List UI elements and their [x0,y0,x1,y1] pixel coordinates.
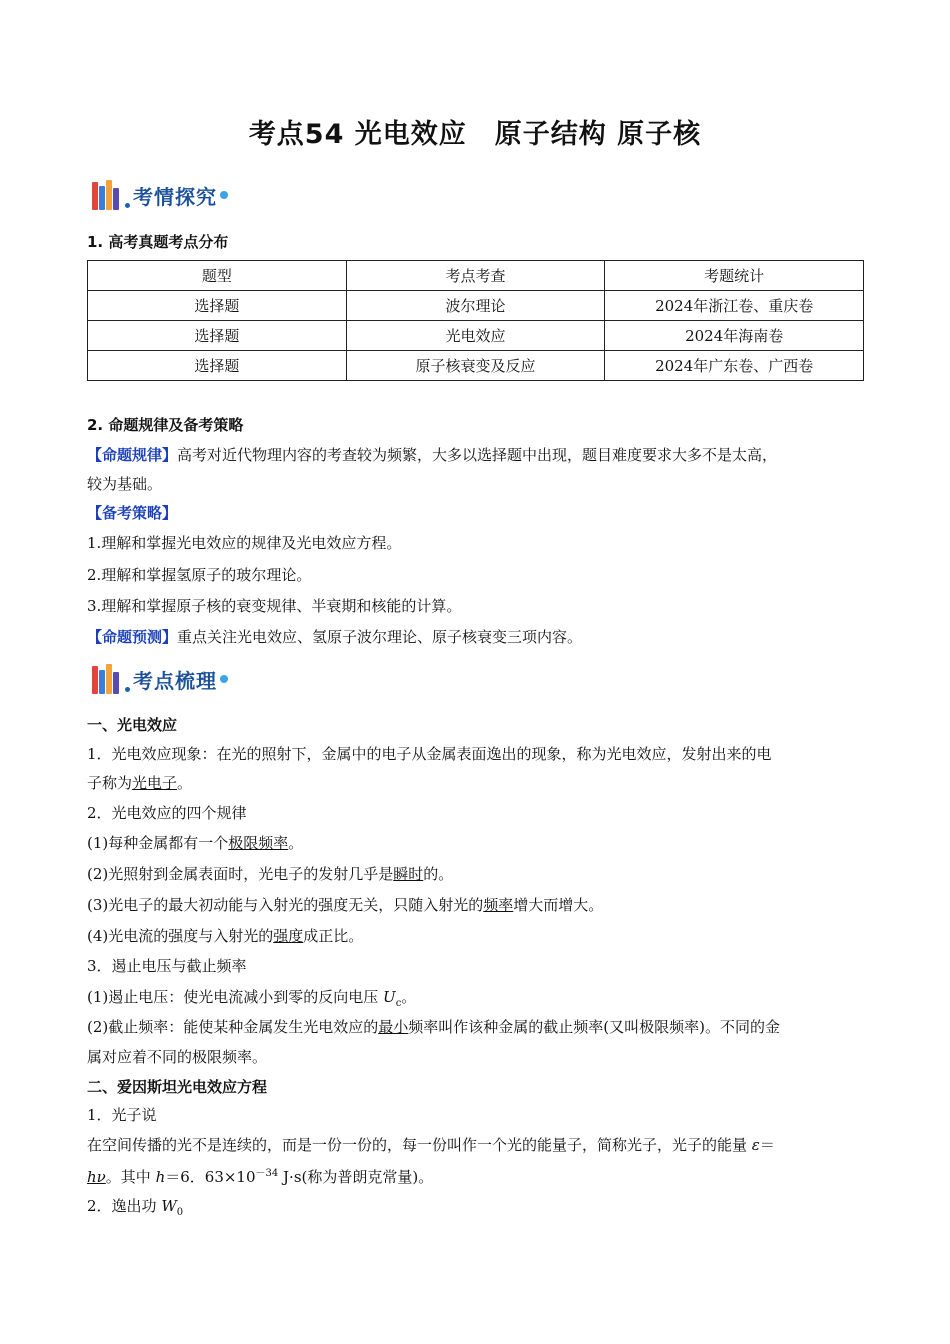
column-header: 考点考查 [346,261,605,291]
dot-icon [220,191,228,199]
subscript: 0 [176,1207,184,1218]
page-title: 考点54 光电效应 原子结构 原子核 [248,119,702,150]
strategy-item: 2.理解和掌握氢原子的玻尔理论。 [87,566,312,584]
text-span: 频率叫作该种金属的截止频率(又叫极限频率)。不同的金 [408,1018,780,1036]
table-header-row [88,261,864,291]
paragraph-line: 1．光子说 [87,1106,157,1124]
column-header: 考题统计 [605,261,864,291]
table-cell: 波尔理论 [346,291,605,321]
dot-icon [220,675,228,683]
table-cell: 2024年海南卷 [605,321,864,351]
definition-item [87,986,416,1009]
table-row [88,291,864,321]
table-cell: 选择题 [88,321,347,351]
banner-label: 考情探究 [133,184,217,209]
rule-tag: 【命题规律】 [87,446,178,464]
text-span: J·s(称为普朗克常量)。 [278,1168,434,1186]
definition-item: 属对应着不同的极限频率。 [87,1048,268,1066]
subscript: c [395,998,402,1009]
column-header: 题型 [88,261,347,291]
underlined-term: 最小 [378,1018,409,1036]
text-span: 。 [288,834,304,852]
variable: h [155,1168,166,1186]
part-heading: 二、爱因斯坦光电效应方程 [87,1078,268,1096]
rule-item [87,832,303,853]
text-span: 在空间传播的光不是连续的，而是一份一份的，每一份叫作一个光的能量子，简称光子，光子的能量 [87,1136,752,1154]
exam-distribution-table [87,260,864,381]
text-span: 子称为 [87,774,133,792]
definition-item [87,1016,780,1037]
text-span: (1)每种金属都有一个 [87,834,229,852]
prediction-tag: 【命题预测】 [87,628,178,646]
table-cell: 光电效应 [346,321,605,351]
table-cell: 2024年浙江卷、重庆卷 [605,291,864,321]
variable: ε [751,1136,760,1154]
underlined-term: 光电子 [132,774,178,792]
superscript: －34 [255,1168,279,1179]
table-cell: 原子核衰变及反应 [346,351,605,381]
underlined-term: 瞬时 [393,865,424,883]
part-heading: 一、光电效应 [87,716,178,734]
underlined-term: 极限频率 [228,834,289,852]
text-span: ＝6．63×10 [165,1168,256,1186]
strategy-item: 1.理解和掌握光电效应的规律及光电效应方程。 [87,534,402,552]
text-span: 成正比。 [303,927,364,945]
text-span: (2)光照射到金属表面时，光电子的发射几乎是 [87,865,394,883]
text-span: 增大而增大。 [513,896,604,914]
text-span: (4)光电流的强度与入射光的 [87,927,274,945]
paragraph-line: 3．遏止电压与截止频率 [87,957,247,975]
section-heading: 1. 高考真题考点分布 [87,233,229,251]
text-span: (3)光电子的最大初动能与入射光的强度无关，只随入射光的 [87,896,484,914]
text-span: (1)遏止电压：使光电流减小到零的反向电压 [87,988,384,1006]
text-span: (2)截止频率：能使某种金属发生光电效应的 [87,1018,379,1036]
text-span: 。 [401,988,417,1006]
rule-item [87,925,363,946]
paragraph-line: 2．光电效应的四个规律 [87,804,247,822]
paragraph-line [87,1195,183,1218]
rule-paragraph-line [87,444,777,465]
banner-label: 考点梳理 [133,668,217,693]
variable: U [383,988,396,1006]
section-banner-exam-analysis [92,178,228,212]
paragraph-line [87,1134,775,1155]
table-row [88,351,864,381]
dot-icon [125,203,130,208]
paragraph-line: 1．光电效应现象：在光的照射下，金属中的电子从金属表面逸出的现象，称为光电效应，发射出来的电 [87,745,772,763]
paragraph-line [87,772,192,793]
table-cell: 选择题 [88,291,347,321]
prediction-text: 重点关注光电效应、氢原子波尔理论、原子核衰变三项内容。 [177,628,583,646]
books-icon [92,664,120,694]
rule-item [87,863,453,884]
section-banner-key-points [92,662,228,696]
rule-item [87,894,603,915]
strategy-item: 3.理解和掌握原子核的衰变规律、半衰期和核能的计算。 [87,597,462,615]
strategy-tag [87,502,177,523]
books-icon [92,180,120,210]
rule-text: 高考对近代物理内容的考查较为频繁，大多以选择题中出现，题目难度要求大多不是太高， [177,446,778,464]
variable: W [161,1197,177,1215]
rule-paragraph-line: 较为基础。 [87,475,163,493]
underlined-term: hν [87,1168,106,1186]
underlined-term: 强度 [273,927,304,945]
text-span: 2．逸出功 [87,1197,162,1215]
text-span: 的。 [423,865,454,883]
table-cell: 选择题 [88,351,347,381]
text-span: 。 [177,774,193,792]
section-heading: 2. 命题规律及备考策略 [87,416,244,434]
paragraph-line [87,1164,433,1187]
dot-icon [125,687,130,692]
text-span: ＝ [759,1136,775,1154]
underlined-term: 频率 [483,896,514,914]
table-row [88,321,864,351]
strategy-tag-label: 【备考策略】 [87,504,178,522]
table-cell: 2024年广东卷、广西卷 [605,351,864,381]
prediction-line [87,626,582,647]
text-span: 。其中 [105,1168,156,1186]
